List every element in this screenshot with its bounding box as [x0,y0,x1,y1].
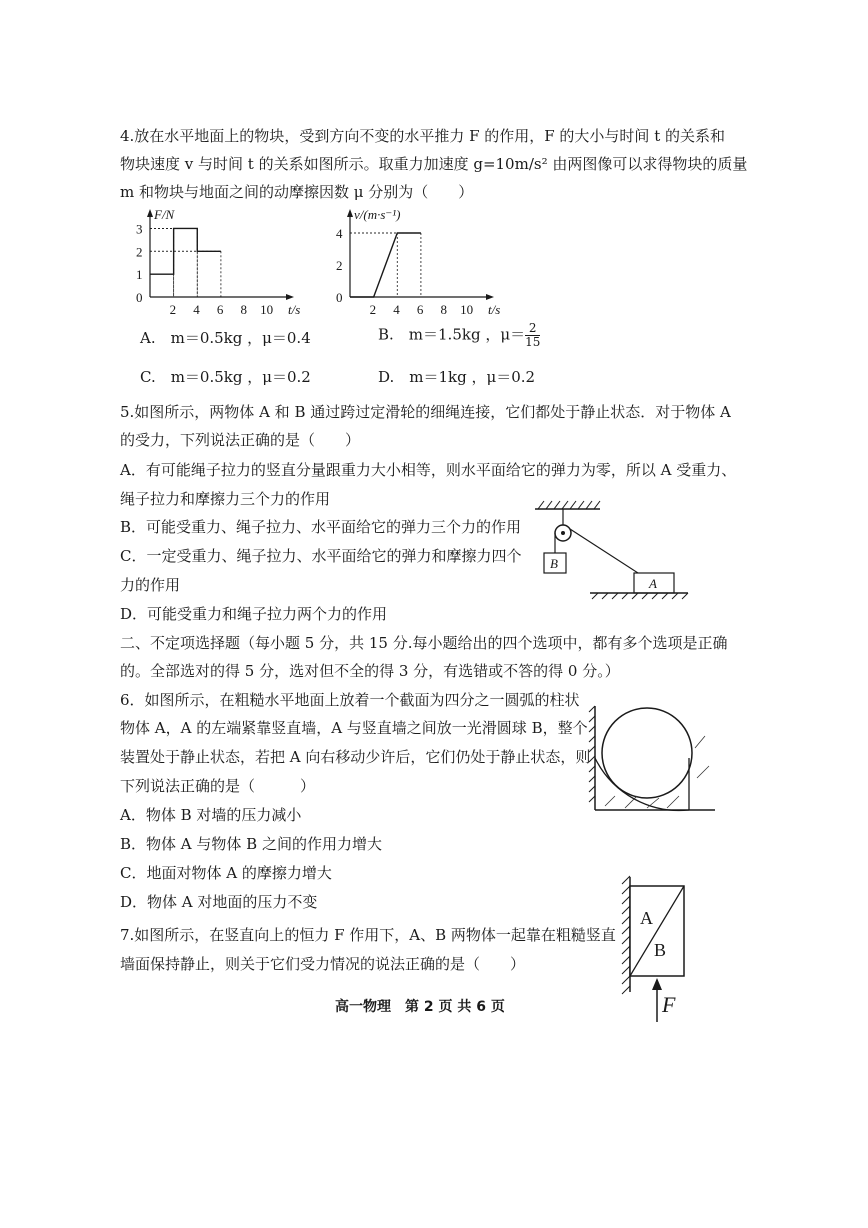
q6-option-b: B．物体 A 与物体 B 之间的作用力增大 [120,835,382,853]
q5-option-c-line1: C．一定受重力、绳子拉力、水平面给它的弹力和摩擦力四个 [120,547,522,565]
arrow-up-icon [652,978,662,990]
vt-x-tick: 2 [369,302,377,315]
ft-xlabel: t/s [288,302,301,315]
q4-option-b-text: B. m＝1.5kg ，μ＝ [378,325,526,344]
blocks-wall-diagram [610,872,700,1027]
q4-option-c: C. m＝0.5kg ，μ＝0.2 [140,368,311,386]
q6-option-a: A．物体 B 对墙的压力减小 [120,806,302,824]
q5-line2: 的受力，下列说法正确的是（ ） [120,431,361,449]
q6-line1: 6．如图所示，在粗糙水平地面上放着一个截面为四分之一圆弧的柱状 [120,691,580,709]
q6-line2: 物体 A，A 的左端紧靠竖直墙，A 与竖直墙之间放一光滑圆球 B，整个 [120,719,588,737]
block-a-label: A [649,576,657,591]
ft-y-arrow-icon [147,209,153,217]
block-b-label: B [550,556,558,571]
block-b-label: B [654,940,667,960]
q5-option-c-line2: 力的作用 [120,576,181,594]
q5-option-b: B．可能受重力、绳子拉力、水平面给它的弹力三个力的作用 [120,518,522,536]
vt-x-tick: 8 [440,302,448,315]
ft-y-tick: 1 [136,267,143,283]
fraction-denominator: 15 [525,335,541,350]
vt-y-arrow-icon [347,209,353,217]
velocity-time-chart [330,205,505,315]
vt-y-tick: 4 [336,226,343,241]
q4-line2: 物块速度 v 与时间 t 的关系如图所示。取重力加速度 g=10m/s² 由两图像可以求得物块的质量 [120,155,748,173]
ft-ylabel: F/N [154,207,175,222]
q5-line1: 5.如图所示，两物体 A 和 B 通过跨过定滑轮的细绳连接，它们都处于静止状态．对于物体 A [120,403,731,421]
page-footer: 高一物理 第 2 页 共 6 页 [335,999,505,1015]
vt-x-tick: 10 [460,302,474,315]
q6-option-c: C．地面对物体 A 的摩擦力增大 [120,864,332,882]
ft-x-arrow-icon [286,294,294,300]
force-f-label: F [662,992,676,1017]
ft-x-tick: 4 [193,302,200,315]
vt-x-tick: 6 [416,302,424,315]
q5-option-a-line2: 绳子拉力和摩擦力三个力的作用 [120,490,331,508]
q4-option-d: D. m＝1kg ，μ＝0.2 [378,368,536,386]
q5-option-a-line1: A．有可能绳子拉力的竖直分量跟重力大小相等，则水平面给它的弹力为零，所以 A 受重力、 [120,461,737,479]
q4-line1: 4.放在水平地面上的物块，受到方向不变的水平推力 F 的作用，F 的大小与时间 t 的关系和 [120,127,725,145]
q4-option-b [378,322,540,349]
vt-x-tick: 4 [393,302,400,315]
block-a-label: A [640,908,653,928]
q7-line2: 墙面保持静止，则关于它们受力情况的说法正确的是（ ） [120,955,526,973]
fraction-2-15 [525,322,540,349]
vt-y-tick: 0 [336,290,343,305]
force-time-chart [130,205,305,315]
vt-xlabel: t/s [488,302,501,315]
vt-ylabel: v/(m·s⁻¹) [354,207,401,222]
rope [570,529,638,573]
vt-series-line [350,233,421,297]
ft-y-tick: 3 [136,221,143,237]
section-2-line1: 二、不定项选择题（每小题 5 分，共 15 分.每小题给出的四个选项中，都有多个选项是正确 [120,634,728,652]
ball-wall-diagram [585,698,725,818]
fraction-numerator: 2 [525,322,540,336]
section-2-line2: 的。全部选对的得 5 分，选对但不全的得 3 分，有选错或不答的得 0 分。） [120,662,620,680]
q6-line4: 下列说法正确的是（ ） [120,777,316,795]
q5-option-d: D．可能受重力和绳子拉力两个力的作用 [120,605,388,623]
quarter-arc-a [595,758,689,810]
q4-line3: m 和物块与地面之间的动摩擦因数 μ 分别为（ ） [120,183,474,201]
pulley-diagram [530,495,690,605]
ball-b [602,708,692,798]
vt-y-tick: 2 [336,258,343,273]
q4-option-a: A. m＝0.5kg ，μ＝0.4 [140,329,311,347]
ft-x-tick: 6 [216,302,224,315]
vt-x-arrow-icon [486,294,494,300]
ft-x-tick: 8 [240,302,248,315]
ft-x-tick: 10 [260,302,274,315]
ft-y-tick: 2 [136,244,143,260]
ft-y-tick: 0 [136,290,143,305]
ft-x-tick: 2 [169,302,177,315]
q6-line3: 装置处于静止状态，若把 A 向右移动少许后，它们仍处于静止状态，则 [120,748,591,766]
q6-option-d: D．物体 A 对地面的压力不变 [120,893,318,911]
q7-line1: 7.如图所示，在竖直向上的恒力 F 作用下，A、B 两物体一起靠在粗糙竖直 [120,926,616,944]
